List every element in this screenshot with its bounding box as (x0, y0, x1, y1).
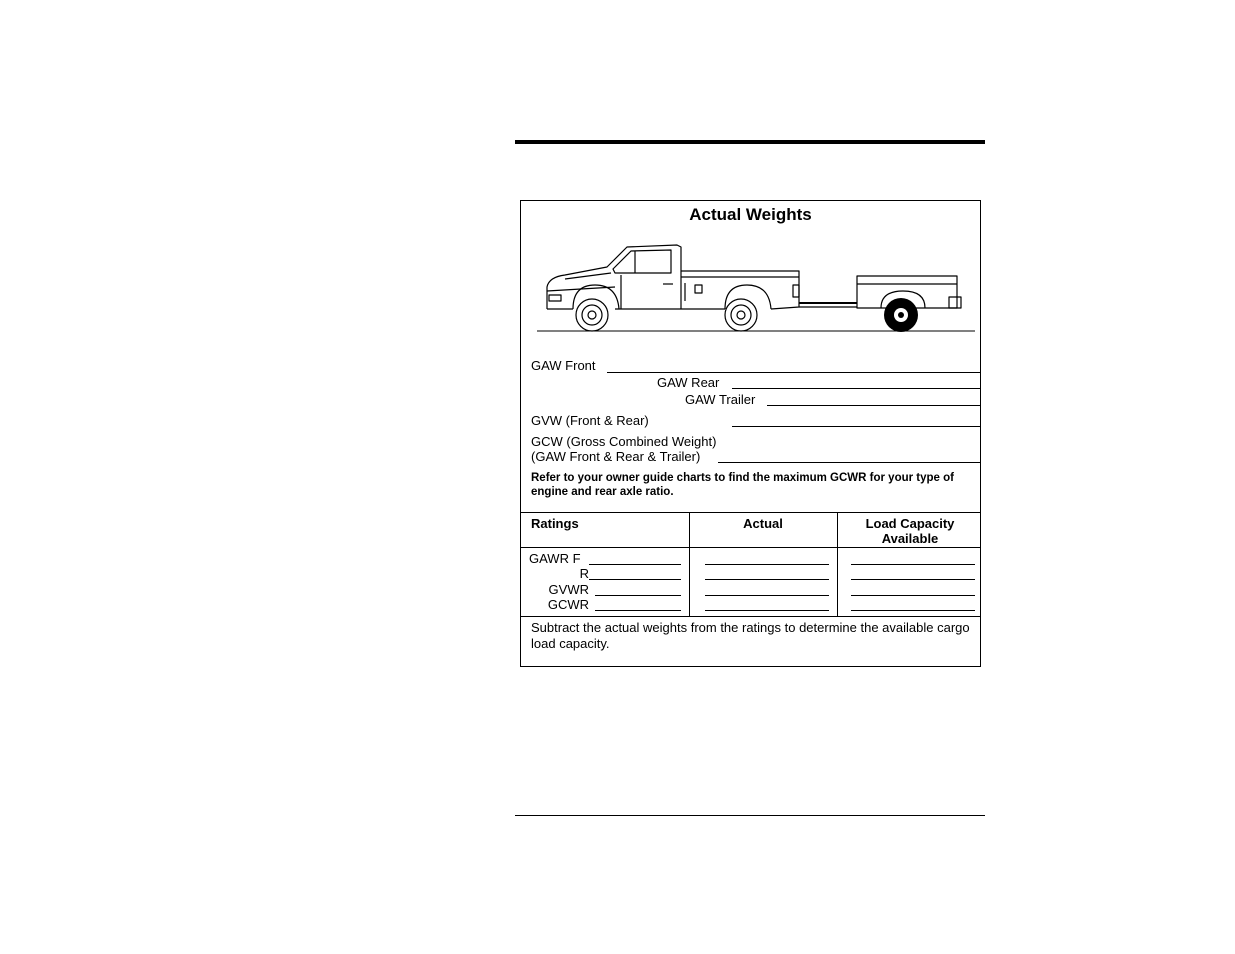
gawr-rear-capacity-field[interactable] (851, 579, 975, 580)
gvwr-label: GVWR (548, 582, 589, 597)
gawr-front-actual-field[interactable] (705, 564, 829, 565)
gvwr-actual-field[interactable] (705, 595, 829, 596)
gaw-rear-field[interactable] (732, 388, 981, 389)
gaw-front-field[interactable] (607, 372, 981, 373)
actual-weights-form (520, 200, 981, 667)
gcw-sublabel: (GAW Front & Rear & Trailer) (531, 449, 701, 464)
gcwr-rating-field[interactable] (595, 610, 681, 611)
gaw-trailer-field[interactable] (767, 405, 981, 406)
gawr-front-label: GAWR F (529, 551, 581, 566)
ratings-table (521, 512, 980, 617)
load-capacity-header: Load Capacity Available (865, 516, 955, 546)
column-divider (837, 513, 838, 616)
gawr-rear-label: R (579, 566, 589, 581)
gcw-field[interactable] (718, 462, 981, 463)
gawr-rear-actual-field[interactable] (705, 579, 829, 580)
gcw-label: GCW (Gross Combined Weight) (531, 434, 717, 449)
gvwr-capacity-field[interactable] (851, 595, 975, 596)
gcwr-note: Refer to your owner guide charts to find the maximum GCWR for your type of engine and rear axle ratio. (531, 472, 954, 498)
truck-with-trailer-icon (535, 239, 980, 334)
gaw-trailer-label: GAW Trailer (685, 392, 756, 407)
gvwr-rating-field[interactable] (595, 595, 681, 596)
table-header-divider (521, 547, 980, 548)
bottom-rule (515, 815, 985, 816)
actual-header: Actual (743, 516, 783, 531)
gaw-rear-label: GAW Rear (657, 375, 720, 390)
gcwr-actual-field[interactable] (705, 610, 829, 611)
top-rule (515, 140, 985, 144)
instructions-footer: Subtract the actual weights from the ratings to determine the available cargo load capacity. (531, 620, 970, 651)
gcwr-capacity-field[interactable] (851, 610, 975, 611)
gcwr-label: GCWR (547, 597, 589, 612)
ratings-header: Ratings (531, 516, 579, 531)
gvw-label: GVW (Front & Rear) (531, 413, 649, 428)
gawr-rear-rating-field[interactable] (589, 579, 681, 580)
gaw-front-label: GAW Front (531, 358, 596, 373)
gawr-front-rating-field[interactable] (589, 564, 681, 565)
form-title: Actual Weights (689, 205, 812, 224)
gawr-front-capacity-field[interactable] (851, 564, 975, 565)
gvw-field[interactable] (732, 426, 981, 427)
